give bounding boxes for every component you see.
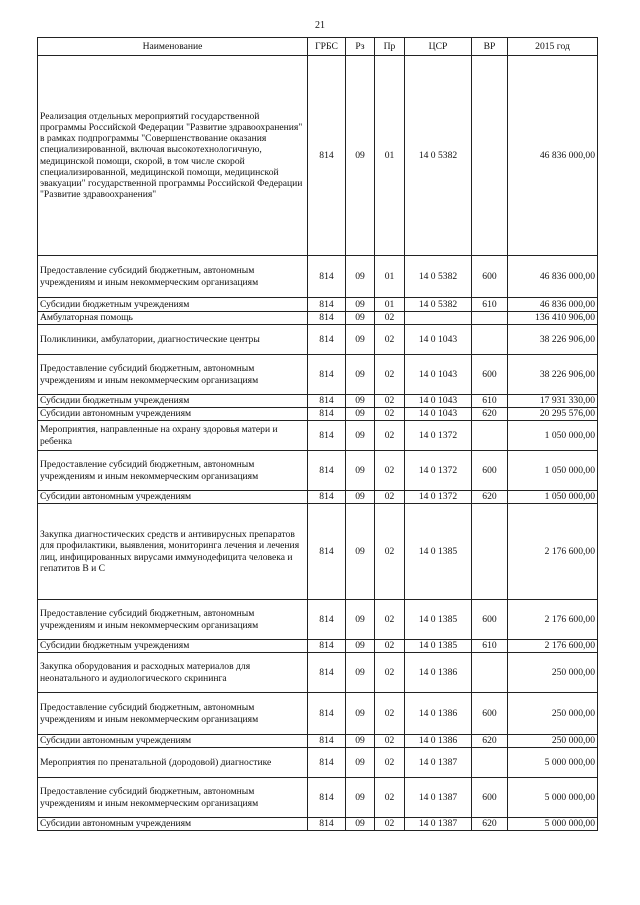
cell-grbs: 814 [308,653,346,693]
cell-vr: 600 [472,693,508,735]
cell-pr: 02 [375,735,405,748]
cell-amount: 1 050 000,00 [508,491,598,504]
cell-rz: 09 [346,408,375,421]
cell-csr: 14 0 1385 [405,640,472,653]
cell-grbs: 814 [308,818,346,831]
cell-pr: 02 [375,312,405,325]
cell-vr: 600 [472,778,508,818]
cell-name: Предоставление субсидий бюджетным, автономным учреждениям и иным некоммерческим организациям [38,693,308,735]
cell-grbs: 814 [308,778,346,818]
cell-pr: 01 [375,256,405,298]
cell-csr: 14 0 1385 [405,600,472,640]
table-row [38,408,598,421]
page-number: 21 [315,20,325,31]
cell-vr [472,653,508,693]
cell-name: Закупка оборудования и расходных материалов для неонатального и аудиологического скрининга [38,653,308,693]
header-grbs: ГРБС [308,38,346,56]
cell-grbs: 814 [308,491,346,504]
cell-grbs: 814 [308,312,346,325]
cell-rz: 09 [346,735,375,748]
cell-amount: 2 176 600,00 [508,504,598,600]
table-row [38,421,598,451]
cell-name: Субсидии автономным учреждениям [38,818,308,831]
cell-rz: 09 [346,818,375,831]
cell-rz: 09 [346,421,375,451]
header-csr: ЦСР [405,38,472,56]
cell-amount: 5 000 000,00 [508,818,598,831]
cell-amount: 20 295 576,00 [508,408,598,421]
cell-grbs: 814 [308,256,346,298]
cell-rz: 09 [346,748,375,778]
cell-vr: 610 [472,640,508,653]
cell-pr: 02 [375,818,405,831]
table-row [38,653,598,693]
table-row [38,312,598,325]
cell-rz: 09 [346,451,375,491]
cell-grbs: 814 [308,748,346,778]
cell-name: Мероприятия, направленные на охрану здоровья матери и ребенка [38,421,308,451]
cell-pr: 02 [375,748,405,778]
cell-name: Предоставление субсидий бюджетным, автономным учреждениям и иным некоммерческим организациям [38,256,308,298]
cell-csr: 14 0 1386 [405,653,472,693]
cell-rz: 09 [346,355,375,395]
cell-grbs: 814 [308,504,346,600]
cell-csr: 14 0 5382 [405,298,472,312]
cell-amount: 46 836 000,00 [508,256,598,298]
cell-csr: 14 0 1043 [405,355,472,395]
cell-vr: 610 [472,395,508,408]
cell-name: Амбулаторная помощь [38,312,308,325]
cell-name: Предоставление субсидий бюджетным, автономным учреждениям и иным некоммерческим организациям [38,451,308,491]
cell-vr: 600 [472,451,508,491]
cell-csr: 14 0 1372 [405,421,472,451]
budget-table [37,37,598,831]
cell-amount: 5 000 000,00 [508,778,598,818]
cell-name: Субсидии бюджетным учреждениям [38,640,308,653]
cell-name: Субсидии автономным учреждениям [38,408,308,421]
header-name: Наименование [38,38,308,56]
cell-amount: 38 226 906,00 [508,355,598,395]
cell-csr: 14 0 1043 [405,325,472,355]
cell-name: Реализация отдельных мероприятий государственной программы Российской Федерации "Развитие здравоохранения" в рамках подпрограммы "Совершенствование оказания специализированной, включая высокотехнологичную, медицинской помощи, скорой, в том числе скорой специализированной, медицинской помощи, медицинской эвакуации" государственной программы Российской Федерации "Развитие здравоохранения" [38,56,308,256]
cell-csr: 14 0 5382 [405,56,472,256]
cell-csr: 14 0 1043 [405,408,472,421]
cell-pr: 02 [375,693,405,735]
cell-amount: 5 000 000,00 [508,748,598,778]
table-row [38,355,598,395]
cell-pr: 02 [375,653,405,693]
cell-vr: 610 [472,298,508,312]
table-header-row [38,38,598,56]
cell-grbs: 814 [308,325,346,355]
cell-grbs: 814 [308,451,346,491]
cell-vr: 620 [472,491,508,504]
cell-rz: 09 [346,491,375,504]
cell-amount: 38 226 906,00 [508,325,598,355]
cell-name: Субсидии бюджетным учреждениям [38,395,308,408]
cell-pr: 02 [375,395,405,408]
cell-name: Предоставление субсидий бюджетным, автономным учреждениям и иным некоммерческим организациям [38,355,308,395]
cell-csr: 14 0 1387 [405,748,472,778]
cell-csr: 14 0 1372 [405,451,472,491]
cell-grbs: 814 [308,421,346,451]
cell-rz: 09 [346,600,375,640]
cell-vr [472,504,508,600]
cell-pr: 02 [375,325,405,355]
table-row [38,600,598,640]
cell-pr: 02 [375,640,405,653]
cell-rz: 09 [346,395,375,408]
cell-csr: 14 0 1386 [405,735,472,748]
cell-rz: 09 [346,653,375,693]
table-row [38,504,598,600]
cell-pr: 01 [375,56,405,256]
cell-amount: 250 000,00 [508,735,598,748]
cell-grbs: 814 [308,408,346,421]
cell-amount: 2 176 600,00 [508,600,598,640]
cell-vr: 620 [472,735,508,748]
table-row [38,56,598,256]
table-row [38,693,598,735]
cell-amount: 17 931 330,00 [508,395,598,408]
cell-grbs: 814 [308,600,346,640]
cell-name: Закупка диагностических средств и антивирусных препаратов для профилактики, выявления, мониторинга лечения и лечения лиц, инфицированных вирусами иммунодефицита человека и гепатитов В и С [38,504,308,600]
table-row [38,256,598,298]
header-rz: Рз [346,38,375,56]
cell-rz: 09 [346,504,375,600]
cell-vr [472,325,508,355]
cell-grbs: 814 [308,693,346,735]
cell-vr: 600 [472,256,508,298]
cell-pr: 02 [375,504,405,600]
cell-csr: 14 0 1043 [405,395,472,408]
cell-name: Предоставление субсидий бюджетным, автономным учреждениям и иным некоммерческим организациям [38,778,308,818]
cell-name: Предоставление субсидий бюджетным, автономным учреждениям и иным некоммерческим организациям [38,600,308,640]
table-row [38,491,598,504]
cell-csr: 14 0 1386 [405,693,472,735]
cell-grbs: 814 [308,56,346,256]
cell-vr: 620 [472,408,508,421]
cell-pr: 02 [375,451,405,491]
cell-pr: 02 [375,778,405,818]
cell-name: Поликлиники, амбулатории, диагностические центры [38,325,308,355]
cell-amount: 2 176 600,00 [508,640,598,653]
table-row [38,451,598,491]
table-row [38,735,598,748]
cell-rz: 09 [346,298,375,312]
cell-rz: 09 [346,693,375,735]
cell-vr [472,421,508,451]
cell-csr: 14 0 1385 [405,504,472,600]
cell-amount: 46 836 000,00 [508,298,598,312]
cell-vr: 600 [472,600,508,640]
table-row [38,640,598,653]
cell-grbs: 814 [308,395,346,408]
cell-csr: 14 0 5382 [405,256,472,298]
cell-csr: 14 0 1372 [405,491,472,504]
cell-amount: 250 000,00 [508,693,598,735]
cell-name: Субсидии бюджетным учреждениям [38,298,308,312]
cell-rz: 09 [346,256,375,298]
cell-pr: 02 [375,600,405,640]
header-amount: 2015 год [508,38,598,56]
cell-rz: 09 [346,56,375,256]
cell-csr: 14 0 1387 [405,778,472,818]
cell-pr: 02 [375,421,405,451]
table-row [38,395,598,408]
cell-amount: 1 050 000,00 [508,451,598,491]
cell-pr: 02 [375,355,405,395]
cell-rz: 09 [346,778,375,818]
table-row [38,748,598,778]
cell-vr: 620 [472,818,508,831]
cell-rz: 09 [346,640,375,653]
cell-amount: 250 000,00 [508,653,598,693]
table-row [38,778,598,818]
cell-vr [472,748,508,778]
cell-vr [472,312,508,325]
cell-rz: 09 [346,312,375,325]
cell-grbs: 814 [308,735,346,748]
cell-pr: 02 [375,408,405,421]
cell-name: Мероприятия по пренатальной (дородовой) диагностике [38,748,308,778]
cell-grbs: 814 [308,298,346,312]
table-row [38,325,598,355]
cell-vr: 600 [472,355,508,395]
cell-csr [405,312,472,325]
cell-grbs: 814 [308,355,346,395]
cell-amount: 46 836 000,00 [508,56,598,256]
table-row [38,818,598,831]
cell-csr: 14 0 1387 [405,818,472,831]
cell-amount: 136 410 906,00 [508,312,598,325]
cell-name: Субсидии автономным учреждениям [38,491,308,504]
cell-vr [472,56,508,256]
header-pr: Пр [375,38,405,56]
cell-grbs: 814 [308,640,346,653]
cell-pr: 01 [375,298,405,312]
cell-name: Субсидии автономным учреждениям [38,735,308,748]
header-vr: ВР [472,38,508,56]
cell-rz: 09 [346,325,375,355]
table-row [38,298,598,312]
cell-amount: 1 050 000,00 [508,421,598,451]
cell-pr: 02 [375,491,405,504]
